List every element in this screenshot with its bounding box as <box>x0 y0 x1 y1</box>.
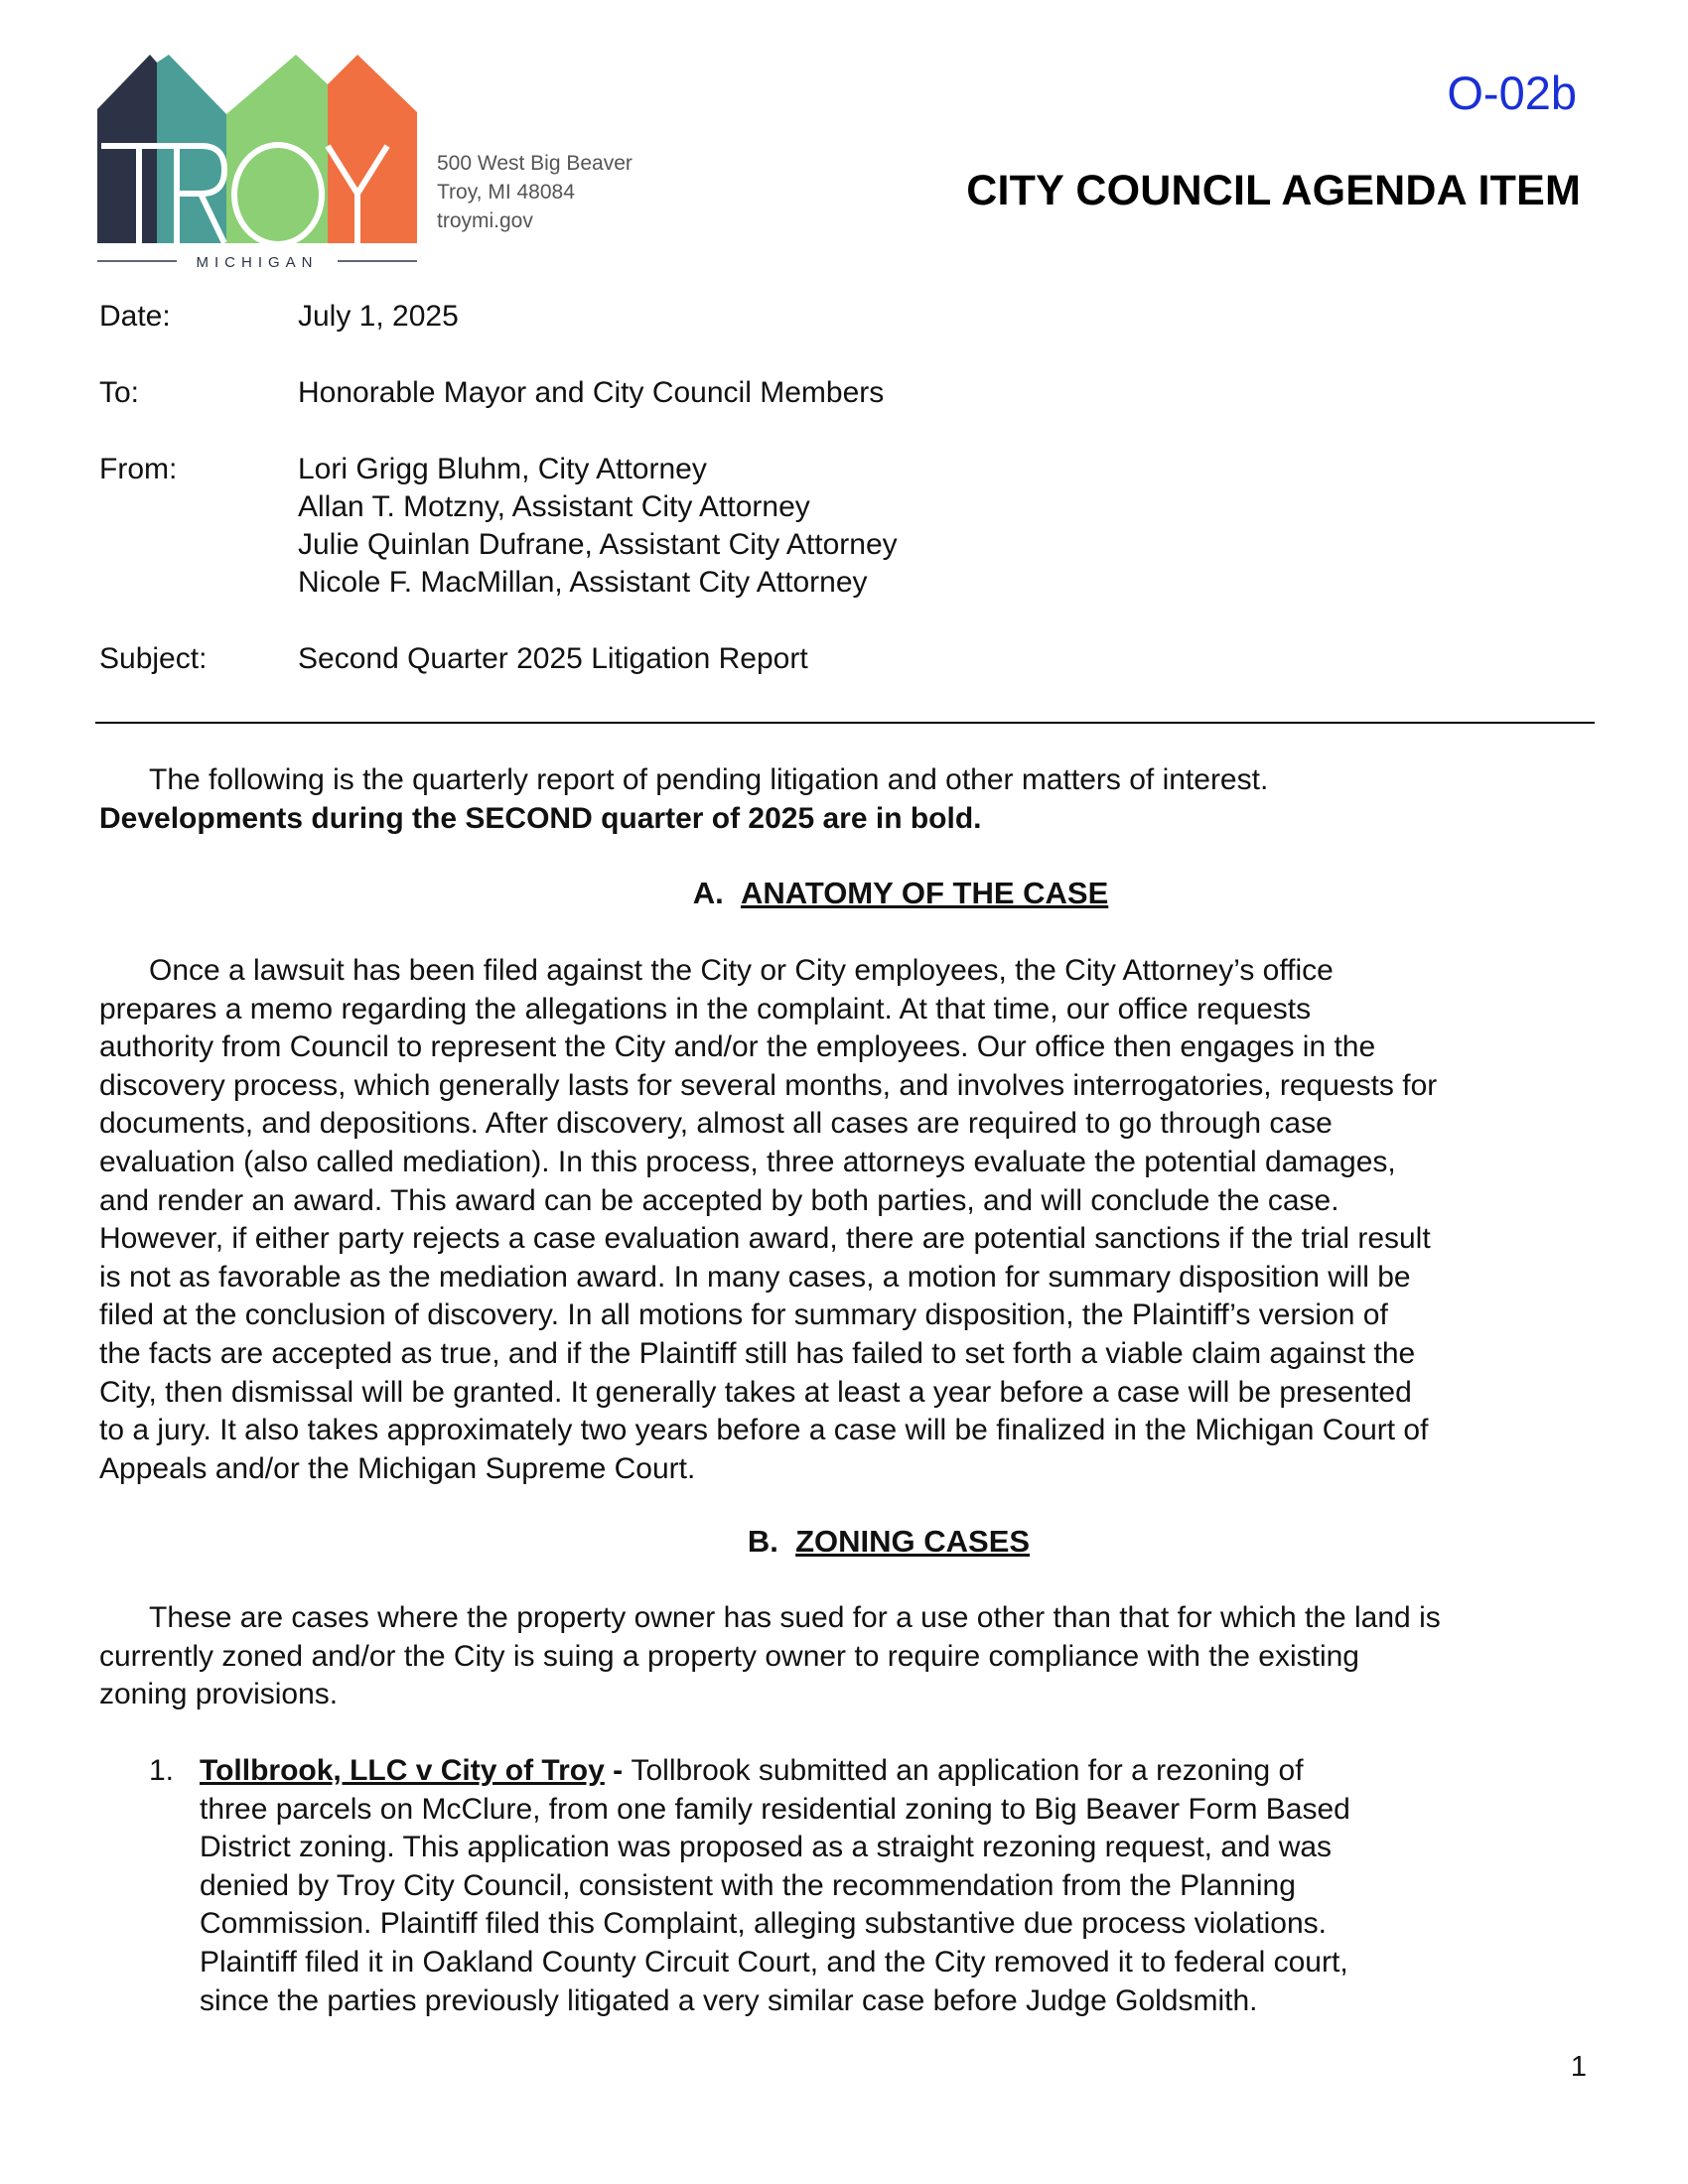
paragraph-line: Once a lawsuit has been filed against the City or City employees, the City Attorney’s office <box>149 954 1334 987</box>
page-number: 1 <box>1570 2051 1587 2083</box>
memo-date-row <box>99 298 898 336</box>
troy-michigan-logo <box>97 55 417 273</box>
city-address <box>437 149 633 235</box>
case-line: denied by Troy City Council, consistent with the recommendation from the Planning <box>200 1868 1296 1902</box>
case-line: since the parties previously litigated a very similar case before Judge Goldsmith. <box>200 1983 1258 2017</box>
agenda-item-code: O-02b <box>1447 67 1577 119</box>
section-title: ZONING CASES <box>795 1524 1031 1559</box>
website-text: troymi.gov <box>437 209 533 232</box>
paragraph-line: zoning provisions. <box>99 1678 339 1711</box>
case-number: 1. <box>149 1754 175 1787</box>
paragraph-line: is not as favorable as the mediation award. In many cases, a motion for summary disposition will be <box>99 1260 1411 1294</box>
date-value: July 1, 2025 <box>298 300 459 333</box>
paragraph-line: the facts are accepted as true, and if the Plaintiff still has failed to set forth a viable claim against the <box>99 1336 1416 1370</box>
case-line: three parcels on McClure, from one family residential zoning to Big Beaver Form Based <box>200 1792 1350 1826</box>
case-line: Tollbrook submitted an application for a rezoning of <box>631 1754 1304 1787</box>
case-line: Commission. Plaintiff filed this Complaint, alleging substantive due process violations. <box>200 1907 1328 1941</box>
paragraph-line: evaluation (also called mediation). In this process, three attorneys evaluate the potential damages, <box>99 1145 1396 1178</box>
paragraph-line: These are cases where the property owner has sued for a use other than that for which the land is <box>149 1601 1441 1634</box>
from-values <box>298 451 898 602</box>
subject-value: Second Quarter 2025 Litigation Report <box>298 642 808 675</box>
from-name: Nicole F. MacMillan, Assistant City Attorney <box>298 566 868 599</box>
paragraph-line: authority from Council to represent the City and/or the employees. Our office then engages in the <box>99 1030 1376 1064</box>
case-line: Plaintiff filed it in Oakland County Circuit Court, and the City removed it to federal court, <box>200 1945 1348 1979</box>
from-name: Allan T. Motzny, Assistant City Attorney <box>298 490 810 523</box>
paragraph-line: Appeals and/or the Michigan Supreme Court. <box>99 1451 696 1485</box>
date-label: Date: <box>99 300 171 333</box>
intro-bold-line: Developments during the SECOND quarter of 2025 are in bold. <box>99 801 982 835</box>
case-description <box>200 1752 1350 2020</box>
to-value: Honorable Mayor and City Council Members <box>298 376 885 409</box>
to-label: To: <box>99 376 140 409</box>
memo-subject-row <box>99 640 898 678</box>
section-heading-b <box>45 1524 1688 1560</box>
section-title: ANATOMY OF THE CASE <box>740 876 1109 910</box>
paragraph-line: discovery process, which generally lasts for several months, and involves interrogatories, requests for <box>99 1068 1438 1102</box>
paragraph-line: to a jury. It also takes approximately two years before a case will be finalized in the Michigan Court of <box>99 1414 1429 1447</box>
case-title: Tollbrook, LLC v City of Troy <box>200 1754 605 1787</box>
intro-line: The following is the quarterly report of pending litigation and other matters of interest. <box>149 763 1269 796</box>
paragraph-line: documents, and depositions. After discovery, almost all cases are required to go through case <box>99 1107 1333 1141</box>
case-line: District zoning. This application was proposed as a straight rezoning request, and was <box>200 1831 1333 1864</box>
logo-michigan-text: MICHIGAN <box>196 254 319 271</box>
from-name: Julie Quinlan Dufrane, Assistant City Attorney <box>298 528 898 561</box>
address-line: Troy, MI 48084 <box>437 181 575 204</box>
section-letter: B. <box>747 1524 778 1559</box>
from-name: Lori Grigg Bluhm, City Attorney <box>298 453 707 485</box>
intro-paragraph <box>99 761 1609 838</box>
case-separator: - <box>604 1754 632 1787</box>
paragraph-line: filed at the conclusion of discovery. In all motions for summary disposition, the Plaintiff’s version of <box>99 1298 1388 1332</box>
paragraph-line: City, then dismissal will be granted. It generally takes at least a year before a case will be presented <box>99 1375 1412 1409</box>
from-label: From: <box>99 453 178 485</box>
memo-header <box>99 298 898 717</box>
section-a-paragraph <box>99 952 1609 1488</box>
paragraph-line: and render an award. This award can be accepted by both parties, and will conclude the case. <box>99 1183 1339 1217</box>
section-letter: A. <box>692 876 724 910</box>
paragraph-line: prepares a memo regarding the allegations in the complaint. At that time, our office requests <box>99 992 1312 1025</box>
paragraph-line: However, if either party rejects a case evaluation award, there are potential sanctions if the trial result <box>99 1222 1431 1256</box>
memo-to-row <box>99 374 898 412</box>
subject-label: Subject: <box>99 642 208 675</box>
document-title: CITY COUNCIL AGENDA ITEM <box>966 167 1581 214</box>
memo-from-row <box>99 451 898 602</box>
section-heading-a <box>57 876 1688 911</box>
header-divider <box>95 722 1595 724</box>
paragraph-line: currently zoned and/or the City is suing a property owner to require compliance with the existing <box>99 1639 1359 1673</box>
address-line: 500 West Big Beaver <box>437 152 633 175</box>
section-b-paragraph <box>99 1599 1609 1714</box>
